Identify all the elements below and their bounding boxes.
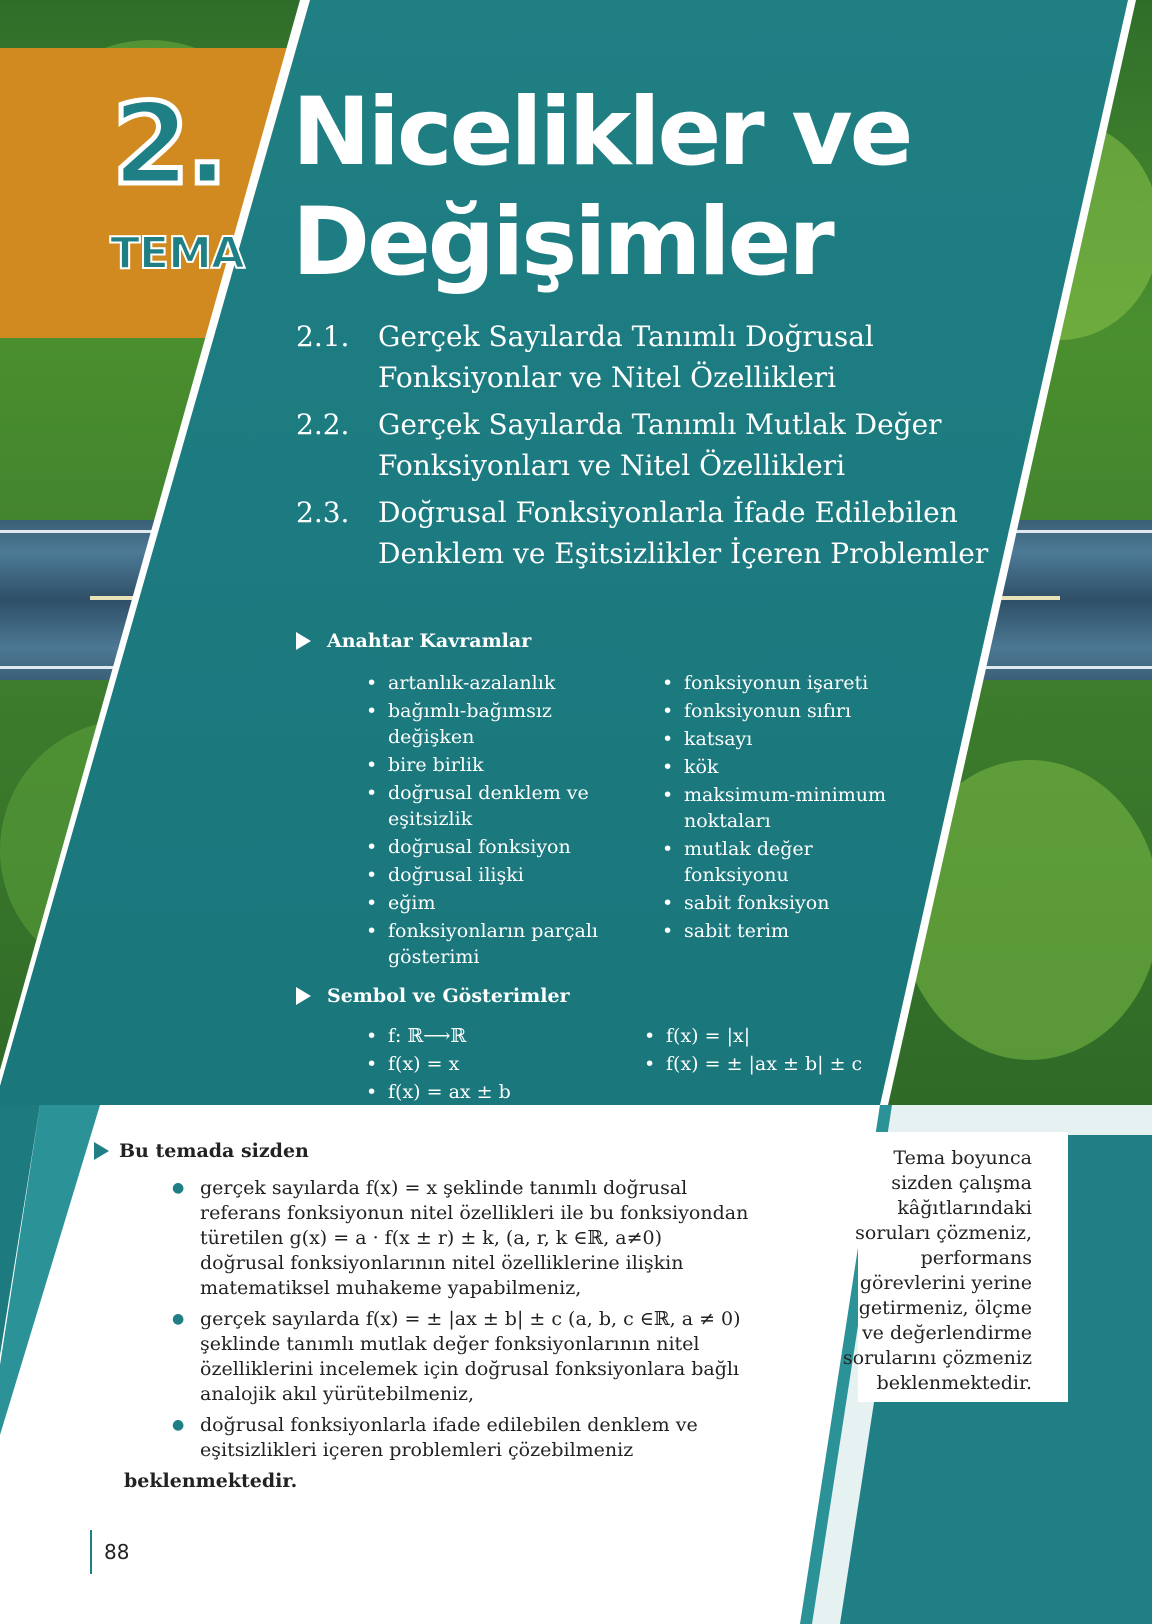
list-item: • doğrusal fonksiyon bbox=[366, 834, 636, 860]
list-item: • f(x) = ± |ax ± b| ± c bbox=[644, 1051, 884, 1077]
section-number: 2.3. bbox=[296, 496, 350, 529]
list-item: • bire birlik bbox=[366, 752, 636, 778]
side-note: Tema boyunca sizden çalışma kâğıtlarındaki soruları çözmeniz, performans görevlerini yerine getirmeniz, ölçme ve değerlendirme sorularını çözmeniz beklenmektedir. bbox=[842, 1147, 1032, 1394]
symbols-column-1 bbox=[366, 1023, 606, 1105]
chapter-number: 2. bbox=[112, 80, 225, 210]
list-item: • f: ℝ⟶ℝ bbox=[366, 1023, 606, 1049]
section-title: Gerçek Sayılarda Tanımlı Mutlak Değer Fonksiyonları ve Nitel Özellikleri bbox=[378, 408, 942, 482]
list-item: • sabit fonksiyon bbox=[662, 890, 912, 916]
play-arrow-icon bbox=[296, 987, 311, 1005]
chapter-title bbox=[292, 78, 910, 298]
section-item bbox=[296, 404, 1016, 486]
section-item bbox=[296, 316, 1016, 398]
section-title: Doğrusal Fonksiyonlarla İfade Edilebilen Denklem ve Eşitsizlikler İçeren Problemler bbox=[378, 496, 989, 570]
list-item: • f(x) = ax ± b bbox=[366, 1079, 606, 1105]
list-item: • fonksiyonun sıfırı bbox=[662, 698, 912, 724]
key-concepts-heading bbox=[296, 630, 531, 652]
section-title: Gerçek Sayılarda Tanımlı Doğrusal Fonksiyonlar ve Nitel Özellikleri bbox=[378, 320, 874, 394]
list-item: • fonksiyonların parçalı gösterimi bbox=[366, 918, 636, 970]
list-item: ● gerçek sayılarda f(x) = x şeklinde tanımlı doğrusal referans fonksiyonun nitel özellikleri ile bu fonksiyondan türetilen g(x) = a · f(x ± r) ± k, (a, r, k ∈ℝ, a≠0) doğrusal fonksiyonlarının nitel özelliklerine ilişkin matematiksel muhakeme yapabilmeniz, bbox=[172, 1176, 752, 1301]
list-item: • maksimum-minimum noktaları bbox=[662, 782, 912, 834]
key-concepts-heading-text: Anahtar Kavramlar bbox=[327, 630, 532, 652]
list-item: ● gerçek sayılarda f(x) = ± |ax ± b| ± c (a, b, c ∈ℝ, a ≠ 0) şeklinde tanımlı mutlak değer fonksiyonlarının nitel özelliklerini incelemek için doğrusal fonksiyonlara bağlı analojik akıl yürütebilmeniz, bbox=[172, 1307, 752, 1407]
key-concepts-column-1 bbox=[366, 670, 636, 972]
list-item: • eğim bbox=[366, 890, 636, 916]
list-item: ● doğrusal fonksiyonlarla ifade edilebilen denklem ve eşitsizlikleri içeren problemleri çözebilmeniz bbox=[172, 1413, 752, 1463]
symbols-column-2 bbox=[644, 1023, 884, 1079]
goals-list bbox=[172, 1176, 752, 1469]
chapter-title-line1: Nicelikler ve bbox=[292, 78, 911, 187]
list-item: • fonksiyonun işareti bbox=[662, 670, 912, 696]
section-number: 2.2. bbox=[296, 408, 350, 441]
list-item: • doğrusal ilişki bbox=[366, 862, 636, 888]
chapter-label: TEMA bbox=[110, 228, 244, 279]
list-item: • sabit terim bbox=[662, 918, 912, 944]
goals-closing: beklenmektedir. bbox=[124, 1470, 298, 1492]
symbols-heading-text: Sembol ve Gösterimler bbox=[327, 985, 570, 1007]
section-number: 2.1. bbox=[296, 320, 350, 353]
list-item: • f(x) = |x| bbox=[644, 1023, 884, 1049]
section-item bbox=[296, 492, 1016, 574]
page-number: 88 bbox=[90, 1530, 129, 1574]
key-concepts-column-2 bbox=[662, 670, 912, 946]
chapter-title-line2: Değişimler bbox=[292, 188, 832, 297]
list-item: • bağımlı-bağımsız değişken bbox=[366, 698, 636, 750]
play-arrow-icon bbox=[296, 632, 311, 650]
list-item: • artanlık-azalanlık bbox=[366, 670, 636, 696]
list-item: • mutlak değer fonksiyonu bbox=[662, 836, 912, 888]
list-item: • kök bbox=[662, 754, 912, 780]
list-item: • f(x) = x bbox=[366, 1051, 606, 1077]
list-item: • katsayı bbox=[662, 726, 912, 752]
section-list bbox=[296, 316, 1016, 580]
list-item: • doğrusal denklem ve eşitsizlik bbox=[366, 780, 636, 832]
goals-heading-text: Bu temada sizden bbox=[119, 1140, 309, 1162]
goals-heading bbox=[94, 1140, 309, 1162]
play-arrow-icon bbox=[94, 1142, 109, 1160]
symbols-heading bbox=[296, 985, 570, 1007]
